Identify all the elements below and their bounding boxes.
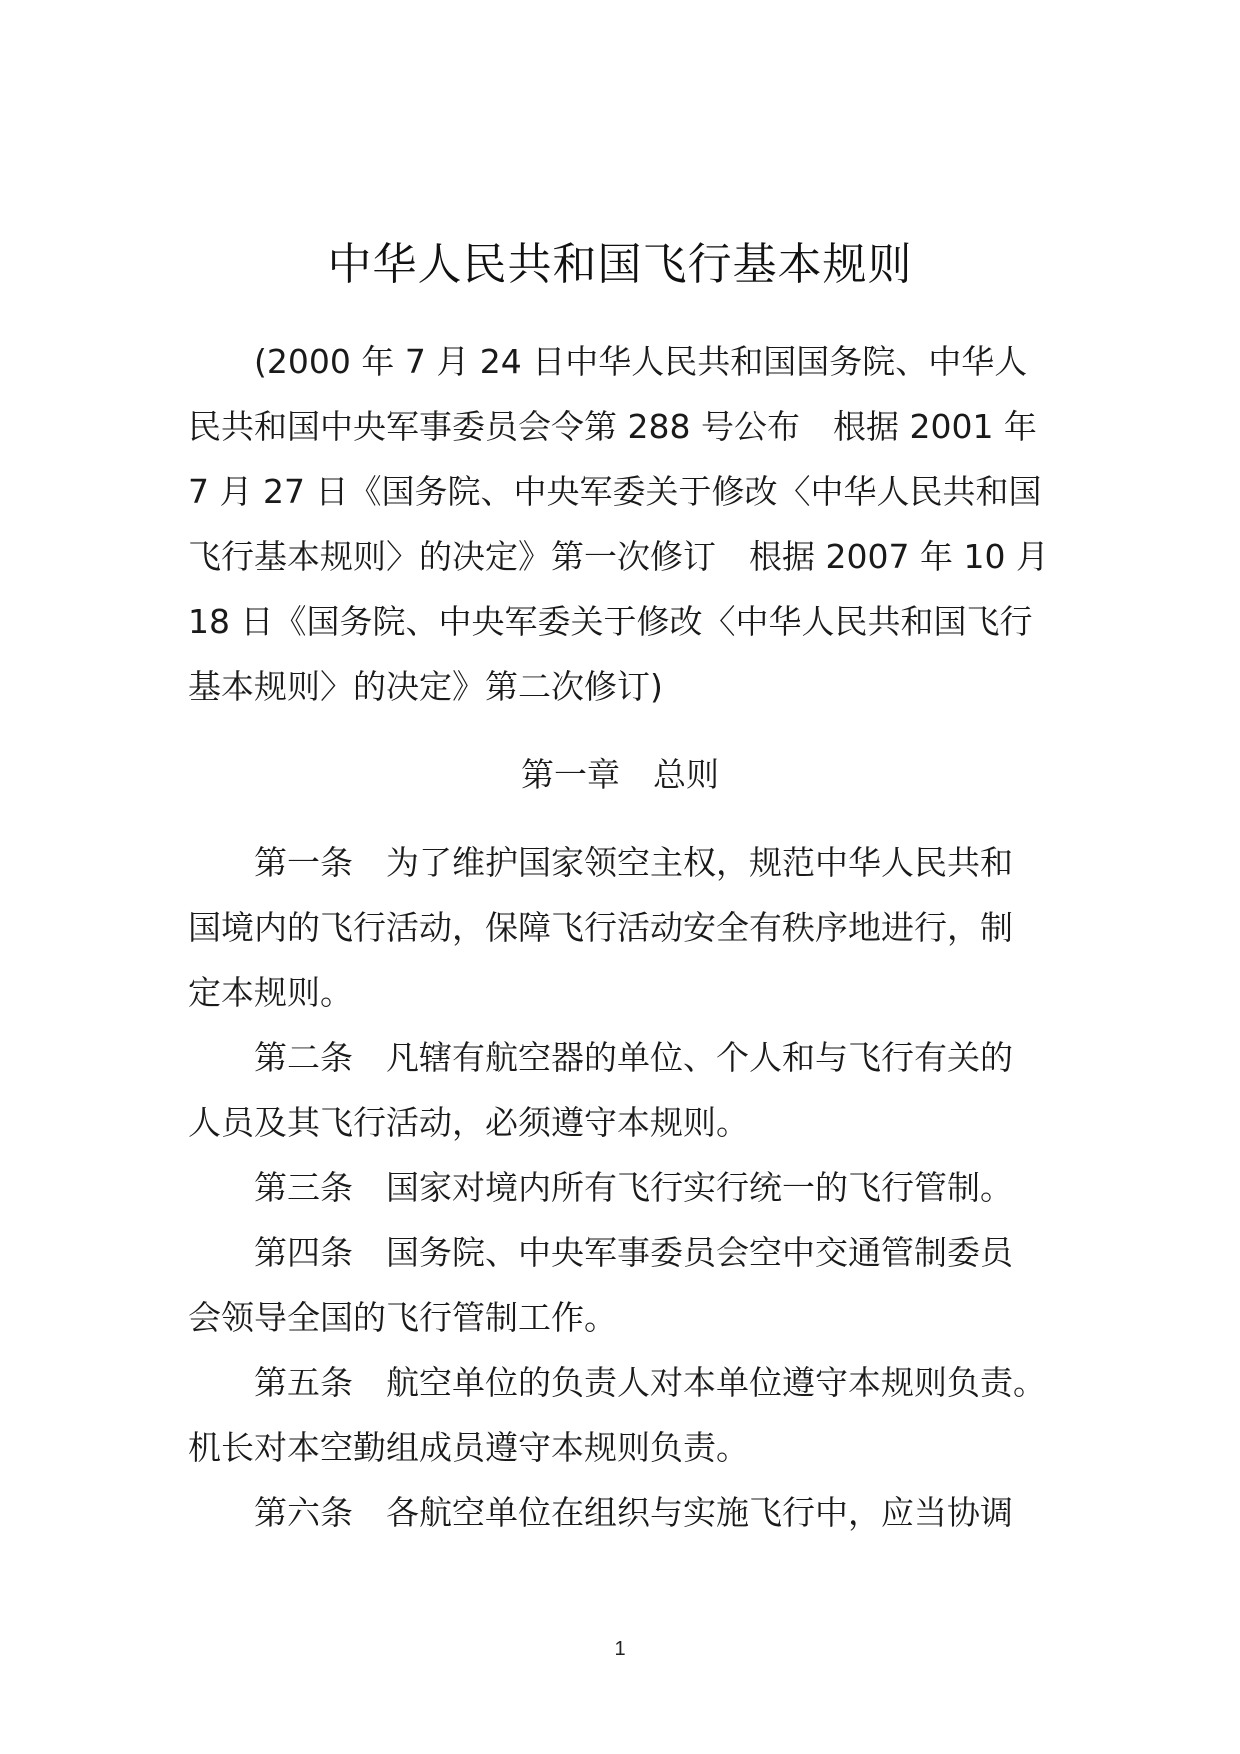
- article-line: 第四条 国务院、中央军事委员会空中交通管制委员: [254, 1233, 1013, 1272]
- intro-line: 18 日《国务院、中央军委关于修改〈中华人民共和国飞行: [188, 602, 1033, 641]
- intro-line: 飞行基本规则〉的决定》第一次修订 根据 2007 年 10 月: [188, 537, 1049, 576]
- intro-line: 基本规则〉的决定》第二次修订): [188, 667, 663, 706]
- articles-section: [188, 830, 1058, 1545]
- document-title: 中华人民共和国飞行基本规则: [327, 239, 913, 290]
- intro-line: 民共和国中央军事委员会令第 288 号公布 根据 2001 年: [188, 407, 1037, 446]
- article-line: 人员及其飞行活动，必须遵守本规则。: [188, 1103, 749, 1142]
- article-line: 第一条 为了维护国家领空主权，规范中华人民共和: [254, 843, 1013, 882]
- article-line: 第三条 国家对境内所有飞行实行统一的飞行管制。: [254, 1168, 1013, 1207]
- intro-line: (2000 年 7 月 24 日中华人民共和国国务院、中华人: [188, 342, 1028, 381]
- article-line: 第二条 凡辖有航空器的单位、个人和与飞行有关的: [254, 1038, 1013, 1077]
- article-line: 定本规则。: [188, 973, 353, 1012]
- article-line: 第六条 各航空单位在组织与实施飞行中，应当协调: [254, 1493, 1013, 1532]
- article-line: 第五条 航空单位的负责人对本单位遵守本规则负责。: [254, 1363, 1046, 1402]
- page-number: 1: [614, 1638, 626, 1660]
- article-line: 国境内的飞行活动，保障飞行活动安全有秩序地进行，制: [188, 908, 1013, 947]
- article-line: 会领导全国的飞行管制工作。: [188, 1298, 617, 1337]
- article-line: 机长对本空勤组成员遵守本规则负责。: [188, 1428, 749, 1467]
- intro-line: 7 月 27 日《国务院、中央军委关于修改〈中华人民共和国: [188, 472, 1042, 511]
- document-intro-note: [188, 329, 1054, 719]
- chapter-heading: 第一章 总则: [521, 755, 719, 794]
